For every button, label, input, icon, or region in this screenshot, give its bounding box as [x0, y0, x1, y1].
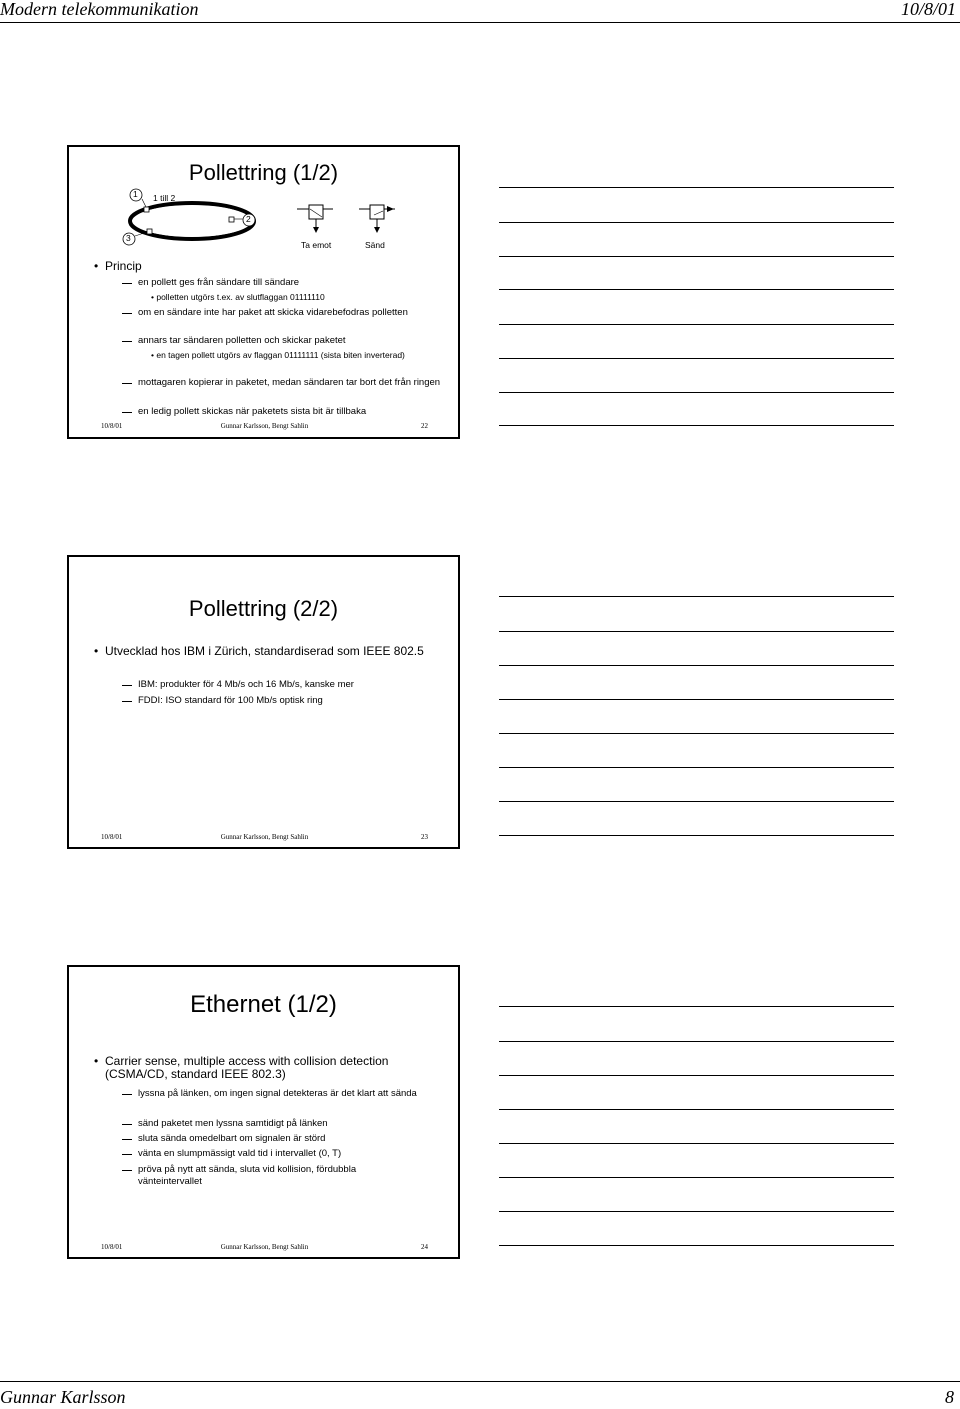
slide-date: 10/8/01 — [101, 833, 123, 841]
node-1-caption: 1 till 2 — [153, 193, 176, 203]
sub-item-text: om en sändare inte har paket att skicka vidarebefodras polletten — [138, 307, 408, 318]
send-label: Sänd — [365, 240, 385, 250]
footer-rule — [0, 1381, 960, 1382]
sub-item — [138, 307, 448, 319]
note-line — [499, 801, 894, 802]
bullet-text: Princip — [105, 259, 142, 273]
slide-title: Pollettring (2/2) — [188, 596, 339, 621]
sub-item-text: mottagaren kopierar in paketet, medan sändaren tar bort det från ringen — [138, 377, 441, 388]
bullet-csma: • Carrier sense, multiple access with collision detection (CSMA/CD, standard IEEE 802.3) — [94, 1054, 389, 1081]
note-line — [499, 699, 894, 700]
note-line — [499, 425, 894, 426]
sub-item — [138, 1088, 438, 1100]
sub-item-text: sluta sända omedelbart om signalen är störd — [138, 1133, 326, 1144]
note-line — [499, 1075, 894, 1076]
slide-title: Ethernet (1/2) — [190, 991, 337, 1018]
note-line — [499, 256, 894, 257]
slide-author: Gunnar Karlsson, Bengt Sahlin — [220, 422, 309, 430]
page-number: 8 — [945, 1387, 954, 1407]
note-line — [499, 1041, 894, 1042]
note-line — [499, 392, 894, 393]
sub-item-text: pröva på nytt att sända, sluta vid kollision, fördubbla vänteintervallet — [138, 1164, 357, 1187]
note-line — [499, 596, 894, 597]
sub-item-text: sänd paketet men lyssna samtidigt på länken — [138, 1118, 328, 1129]
slide-title: Pollettring (1/2) — [188, 160, 339, 185]
slide-date: 10/8/01 — [101, 1243, 123, 1251]
sub-item — [138, 1164, 418, 1188]
sub-sub-item — [151, 292, 431, 303]
sub-item — [138, 277, 448, 289]
note-line — [499, 187, 894, 188]
bullet-text: Carrier sense, multiple access with collision detection (CSMA/CD, standard IEEE 802.3) — [105, 1054, 389, 1081]
header-rule — [0, 22, 960, 23]
note-line — [499, 1006, 894, 1007]
sub-item — [138, 1133, 448, 1145]
sub-sub-item — [151, 350, 431, 361]
sub-item-text: annars tar sändaren polletten och skickar paketet — [138, 335, 346, 346]
page-header — [0, 0, 960, 22]
sub-item — [138, 695, 448, 707]
slide-number: 24 — [421, 1243, 428, 1251]
note-line — [499, 631, 894, 632]
sub-item — [138, 377, 448, 389]
node-2-label: 2 — [246, 214, 251, 224]
bullet-ibm: • Utvecklad hos IBM i Zürich, standardiserad som IEEE 802.5 — [94, 644, 424, 658]
slide-author: Gunnar Karlsson, Bengt Sahlin — [220, 1243, 309, 1251]
slide-number: 22 — [421, 422, 428, 430]
note-line — [499, 289, 894, 290]
sub-sub-item-text: • polletten utgörs t.ex. av slutflaggan 01111110 — [151, 292, 325, 302]
node-3-label: 3 — [126, 233, 131, 243]
bullet-principle: • Princip — [94, 259, 142, 273]
course-title: Modern telekommunikation — [0, 0, 199, 19]
note-line — [499, 324, 894, 325]
slide-number: 23 — [421, 833, 428, 841]
receive-label: Ta emot — [301, 240, 332, 250]
bullet-text: Utvecklad hos IBM i Zürich, standardiserad som IEEE 802.5 — [105, 644, 424, 658]
note-line — [499, 767, 894, 768]
sub-item-text: FDDI: ISO standard för 100 Mb/s optisk ring — [138, 695, 323, 706]
sub-item-text: vänta en slumpmässigt vald tid i intervallet (0, T) — [138, 1148, 342, 1159]
note-line — [499, 665, 894, 666]
note-line — [499, 733, 894, 734]
header-date: 10/8/01 — [900, 0, 956, 19]
footer-author: Gunnar Karlsson — [0, 1387, 126, 1407]
sub-item — [138, 679, 448, 691]
slide-22 — [67, 145, 460, 439]
sub-item-text: en ledig pollett skickas när paketets sista bit är tillbaka — [138, 406, 367, 417]
note-line — [499, 1143, 894, 1144]
sub-item-text: IBM: produkter för 4 Mb/s och 16 Mb/s, kanske mer — [138, 679, 354, 690]
slide-24 — [67, 965, 460, 1259]
sub-item — [138, 406, 448, 418]
slide-author: Gunnar Karlsson, Bengt Sahlin — [220, 833, 309, 841]
sub-sub-item-text: • en tagen pollett utgörs av flaggan 01111111 (sista biten inverterad) — [151, 350, 405, 360]
sub-item-text: lyssna på länken, om ingen signal detekteras är det klart att sända — [138, 1088, 417, 1099]
note-line — [499, 1211, 894, 1212]
note-line — [499, 358, 894, 359]
note-line — [499, 222, 894, 223]
sub-item-text: en pollett ges från sändare till sändare — [138, 277, 300, 288]
slide-23 — [67, 555, 460, 849]
sub-item — [138, 1148, 448, 1160]
note-line — [499, 1245, 894, 1246]
page-footer — [0, 1381, 960, 1409]
note-line — [499, 1109, 894, 1110]
note-line — [499, 835, 894, 836]
slide-date: 10/8/01 — [101, 422, 123, 430]
sub-item — [138, 1118, 448, 1130]
note-line — [499, 1177, 894, 1178]
node-1-label: 1 — [133, 189, 138, 199]
sub-item — [138, 335, 448, 347]
